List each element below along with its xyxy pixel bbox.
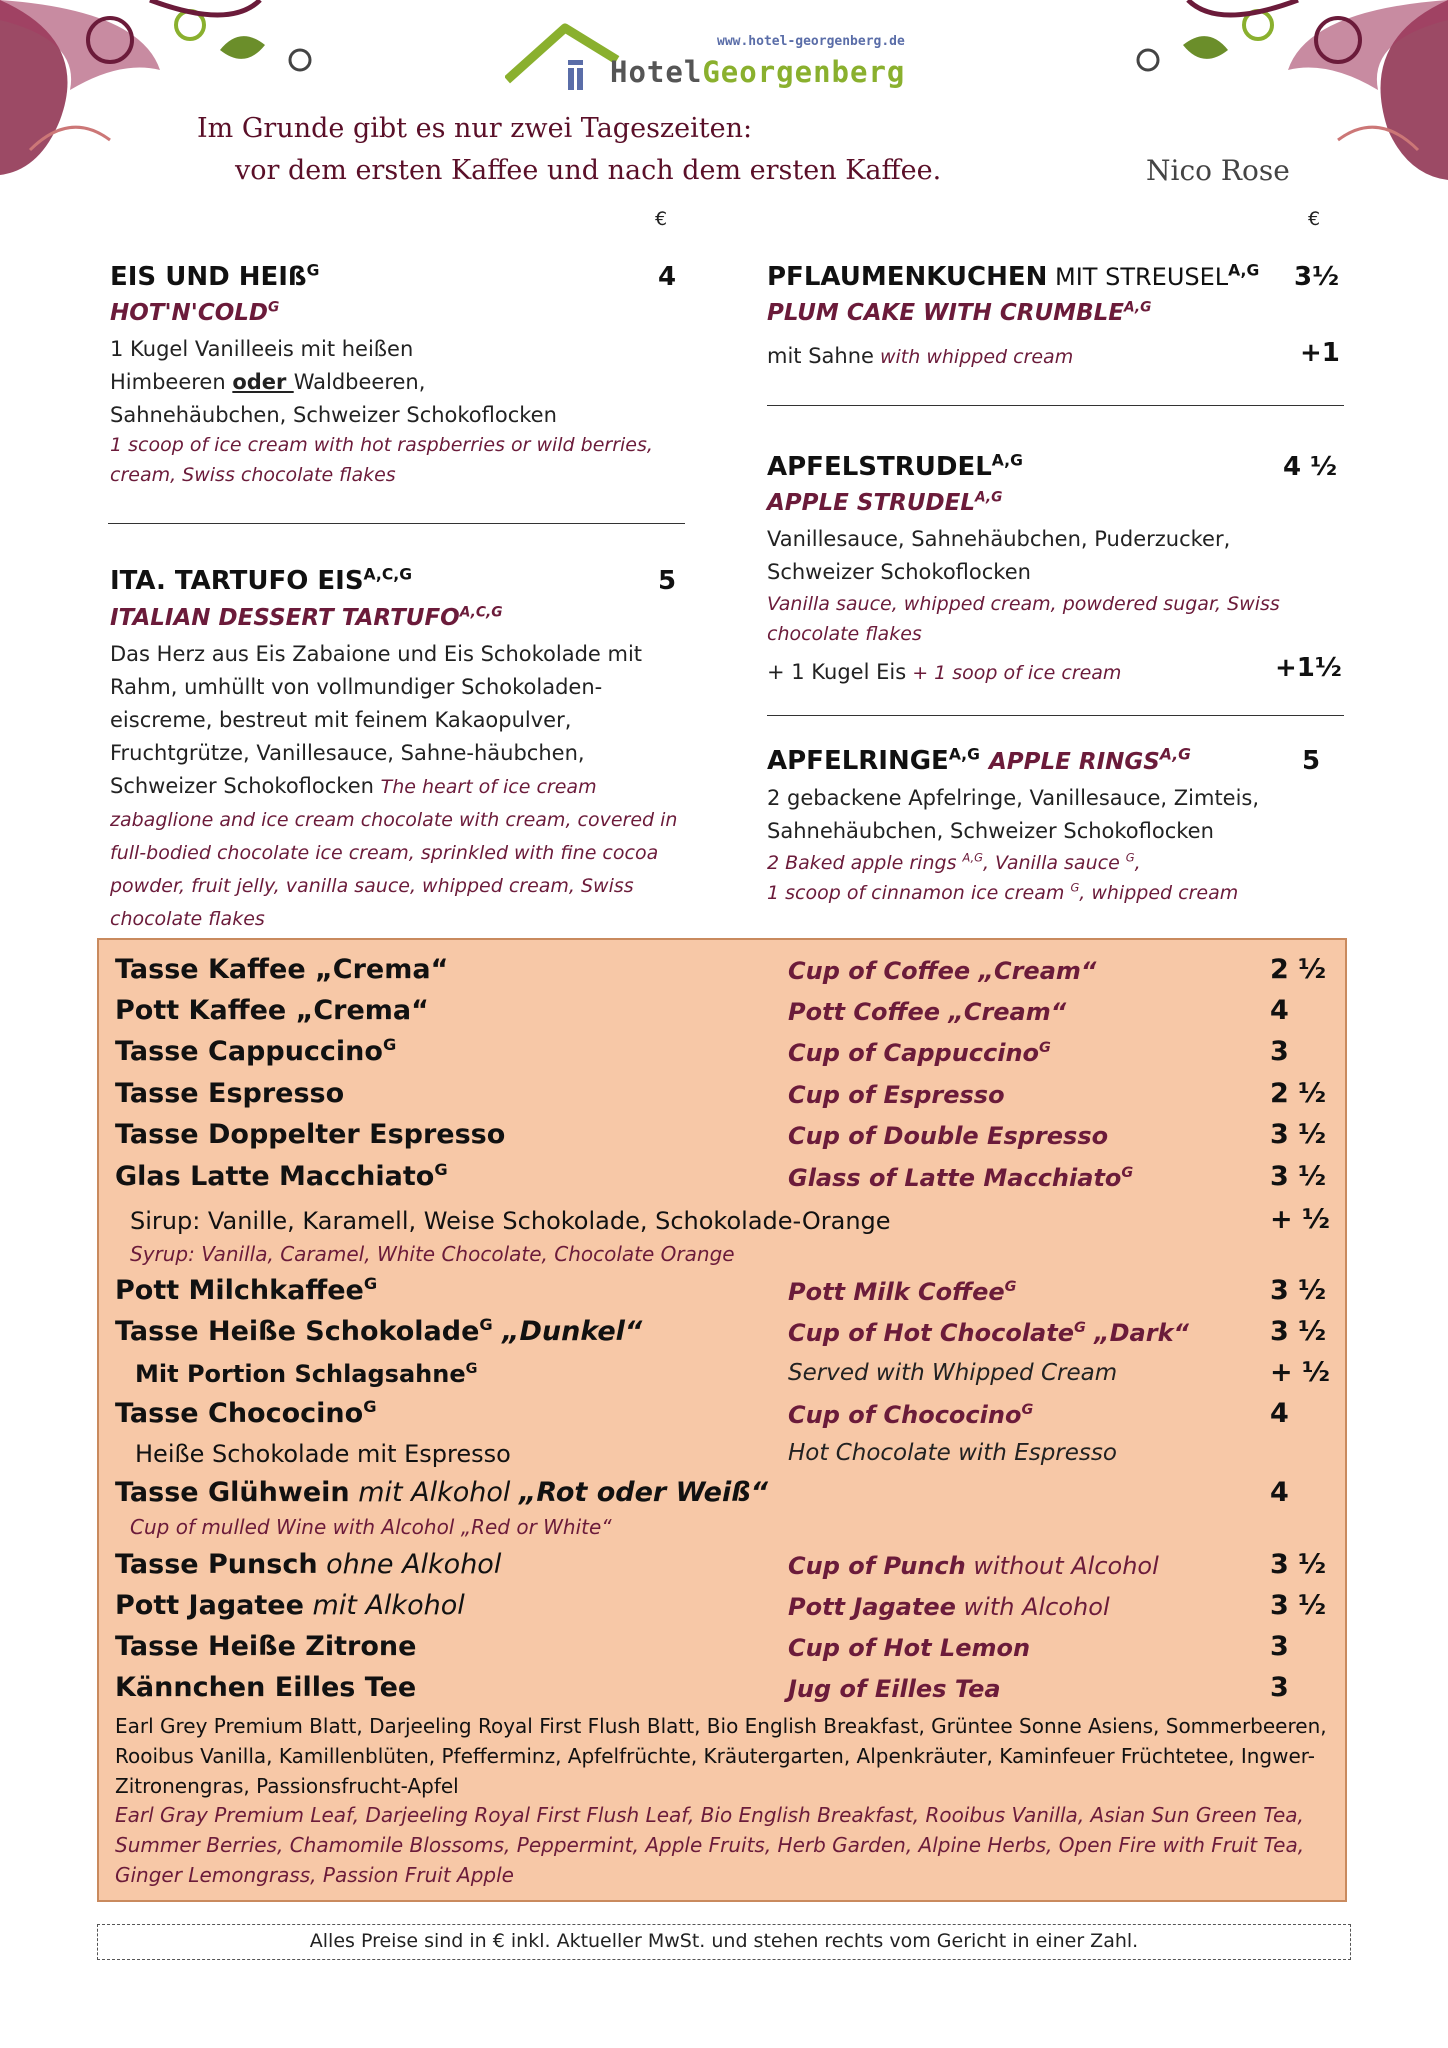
item-price-apfelringe: 5 [1302, 746, 1321, 776]
drink-name-en: Cup of Double Espresso [788, 1122, 1109, 1150]
drink-name: Tasse Heiße Zitrone [115, 1631, 417, 1662]
drink-name: Tasse Glühwein mit Alkohol „Rot oder Weiß“ [115, 1477, 769, 1508]
currency-label-right: € [1308, 208, 1321, 230]
drink-name: Tasse Cappuccino$^G$ [115, 1035, 397, 1067]
hotel-logo [505, 20, 945, 100]
drink-price: 3 ½ [1270, 1549, 1327, 1580]
drink-name: Tasse Chococino$^G$ [115, 1397, 377, 1429]
drink-name: Tasse Heiße Schokolade$^G$ „Dunkel“ [115, 1315, 643, 1347]
drink-name: Kännchen Eilles Tee [115, 1672, 417, 1703]
quote-author: Nico Rose [1146, 154, 1290, 187]
item-subtitle-pflaumenkuchen: PLUM CAKE WITH $CRUMBLE^{A,G}$ [767, 299, 1152, 326]
drink-name-en: Cup of Punch without Alcohol [788, 1552, 1159, 1580]
item-title-apfelringe: $APFELRINGE^{A,G}$ APPLE $RINGS^{A,G}$ [767, 745, 1191, 776]
drink-name-en: Pott Milk Coffee$^G$ [788, 1278, 1017, 1306]
item-desc-en-eis-heiss: 1 scoop of ice cream with hot raspberries or wild berries, cream, Swiss chocolate flakes [110, 434, 653, 486]
item-desc-apfelringe: 2 gebackene Apfelringe, Vanillesauce, Zimteis, Sahnehäubchen, Schweizer Schokoflocken [767, 786, 1260, 843]
drink-name-en: Pott Jagatee with Alcohol [788, 1593, 1110, 1621]
divider [767, 405, 1344, 406]
item-price-pflaumenkuchen: 3½ [1294, 262, 1340, 292]
item-extra-price-pflaumenkuchen: +1 [1300, 338, 1340, 368]
drink-price: 3 ½ [1270, 1316, 1327, 1347]
drink-price: 3 [1270, 1631, 1289, 1662]
item-desc-apfelstrudel: Vanillesauce, Sahnehäubchen, Puderzucker, Schweizer Schokoflocken [767, 527, 1231, 584]
drink-note-en: Hot Chocolate with Espresso [788, 1440, 1117, 1466]
drink-price: 3 ½ [1270, 1590, 1327, 1621]
drink-name-en: Cup of Cappuccino$^G$ [788, 1039, 1051, 1067]
divider [108, 523, 685, 524]
drink-name: Tasse Kaffee „Crema“ [115, 954, 449, 985]
hotel-name: HotelGeorgenberg [610, 55, 906, 89]
drink-price: + ½ [1270, 1204, 1330, 1235]
drink-addon: Mit Portion Schlagsahne$^G$ [135, 1360, 478, 1388]
item-desc-eis-heiss: 1 Kugel Vanilleeis mit heißen Himbeeren oder Waldbeeren, Sahnehäubchen, Schweizer Schokoflocken [110, 337, 557, 427]
tea-varieties: Earl Grey Premium Blatt, Darjeeling Royal First Flush Blatt, Bio English Breakfast, Grüntee Sonne Asiens, Sommerbeeren, Rooibus Vanilla, Kamillenblüten, Pfefferminz, Apfelfrüchte, Kräutergarten, Alpenkräuter, Kaminfeuer Früchtetee, Ingwer-Zitronengras, Passionsfrucht-Apfel [115, 1714, 1327, 1798]
drink-name: Tasse Punsch ohne Alkohol [115, 1549, 502, 1580]
hotel-url: www.hotel-georgenberg.de [717, 34, 905, 49]
drink-price: 3 ½ [1270, 1275, 1327, 1306]
item-subtitle-eis-heiss: $HOT'N'COLD^G$ [110, 299, 280, 326]
drink-price: 3 ½ [1270, 1119, 1327, 1150]
drink-price: 2 ½ [1270, 1078, 1327, 1109]
item-price-apfelstrudel: 4 ½ [1283, 452, 1338, 482]
divider [767, 715, 1344, 716]
drink-addon-en: Served with Whipped Cream [788, 1360, 1118, 1386]
item-desc-tartufo: Das Herz aus Eis Zabaione und Eis Schokolade mit Rahm, umhüllt von vollmundiger Schokoladen-eiscreme, bestreut mit feinem Kakaopulver, Fruchtgrütze, Vanillesauce, Sahne-häubchen, Schweizer Schokoflocken The heart of ice cream zabaglione and ice cream chocolate with cream, covered in full-bodied chocolate ice cream, sprinkled with fine cocoa powder, fruit jelly, vanilla sauce, whipped cream, Swiss chocolate flakes [110, 642, 678, 930]
drink-name-en: Cup of mulled Wine with Alcohol „Red or White“ [130, 1515, 612, 1539]
drink-name-en: Cup of Coffee „Cream“ [788, 957, 1097, 985]
drink-price: + ½ [1270, 1357, 1330, 1388]
currency-label-left: € [655, 208, 668, 230]
item-extra-apfelstrudel: + 1 Kugel Eis + 1 soop of ice cream [767, 660, 1122, 684]
house-roof-icon [505, 20, 625, 90]
drink-price: 4 [1270, 1477, 1289, 1508]
item-title-eis-heiss: EIS UND HEIß$^G$ [110, 261, 320, 292]
item-title-apfelstrudel: $APFELSTRUDEL^{A,G}$ [767, 451, 1023, 482]
item-price-tartufo: 5 [658, 566, 677, 596]
drink-name: Pott Milchkaffee$^G$ [115, 1274, 378, 1306]
drink-name: Tasse Doppelter Espresso [115, 1119, 506, 1150]
tea-varieties-en: Earl Gray Premium Leaf, Darjeeling Royal First Flush Leaf, Bio English Breakfast, Rooibus Vanilla, Asian Sun Green Tea, Summer Berries, Chamomile Blossoms, Peppermint, Apple Fruits, Herb Garden, Alpine Herbs, Open Fire with Fruit Tea, Ginger Lemongrass, Passion Fruit Apple [115, 1803, 1305, 1887]
item-desc-en-apfelringe: 2 Baked apple rings $^{A,G}$, Vanilla sauce $^G$, 1 scoop of cinnamon ice cream $^G$, whipped cream [767, 850, 1239, 904]
quote-line-1: Im Grunde gibt es nur zwei Tageszeiten: [197, 113, 753, 144]
item-desc-en-apfelstrudel: Vanilla sauce, whipped cream, powdered sugar, Swiss chocolate flakes [767, 593, 1280, 645]
drink-name: Glas Latte Macchiato$^G$ [115, 1160, 448, 1192]
drink-price: 2 ½ [1270, 954, 1327, 985]
drink-name-en: Cup of Hot Chocolate$^G$ „Dark“ [788, 1319, 1189, 1347]
item-title-pflaumenkuchen: PFLAUMENKUCHEN MIT $STREUSEL^{A,G}$ [767, 261, 1260, 292]
drink-name-en: Cup of Chococino$^G$ [788, 1401, 1034, 1429]
drink-price: 4 [1270, 995, 1289, 1026]
drink-price: 3 [1270, 1036, 1289, 1067]
drink-price: 3 [1270, 1672, 1289, 1703]
item-subtitle-apfelstrudel: APPLE $STRUDEL^{A,G}$ [767, 489, 1003, 516]
syrup-options-en: Syrup: Vanilla, Caramel, White Chocolate, Chocolate Orange [130, 1242, 735, 1266]
drink-name-en: Pott Coffee „Cream“ [788, 998, 1067, 1026]
drink-name: Pott Kaffee „Crema“ [115, 995, 429, 1026]
drink-name-en: Cup of Hot Lemon [788, 1634, 1031, 1662]
drink-name: Tasse Espresso [115, 1078, 345, 1109]
drink-name-en: Jug of Eilles Tea [788, 1675, 1001, 1703]
syrup-options: Sirup: Vanille, Karamell, Weise Schokolade, Schokolade-Orange [130, 1207, 891, 1235]
quote-line-2: vor dem ersten Kaffee und nach dem ersten Kaffee. [235, 155, 942, 186]
drink-price: 3 ½ [1270, 1161, 1327, 1192]
price-note: Alles Preise sind in € inkl. Aktueller MwSt. und stehen rechts vom Gericht in einer Zahl. [97, 1924, 1351, 1960]
drink-note: Heiße Schokolade mit Espresso [135, 1440, 511, 1468]
item-subtitle-tartufo: ITALIAN DESSERT $TARTUFO^{A,C,G}$ [110, 604, 503, 631]
item-title-tartufo: ITA. TARTUFO $EIS^{A,C,G}$ [110, 565, 412, 596]
drink-name-en: Glass of Latte Macchiato$^G$ [788, 1164, 1134, 1192]
drink-name-en: Cup of Espresso [788, 1081, 1005, 1109]
item-extra-price-apfelstrudel: +1½ [1275, 653, 1342, 683]
drink-price: 4 [1270, 1398, 1289, 1429]
item-desc-en-tartufo: The heart of ice cream zabaglione and ice cream chocolate with cream, covered in full-bodied chocolate ice cream, sprinkled with fine cocoa powder, fruit jelly, vanilla sauce, whipped cream, Swiss chocolate flakes [110, 776, 678, 930]
item-extra-pflaumenkuchen: mit Sahne with whipped cream [767, 344, 1074, 368]
drink-name: Pott Jagatee mit Alkohol [115, 1590, 465, 1621]
item-price-eis-heiss: 4 [658, 262, 677, 292]
